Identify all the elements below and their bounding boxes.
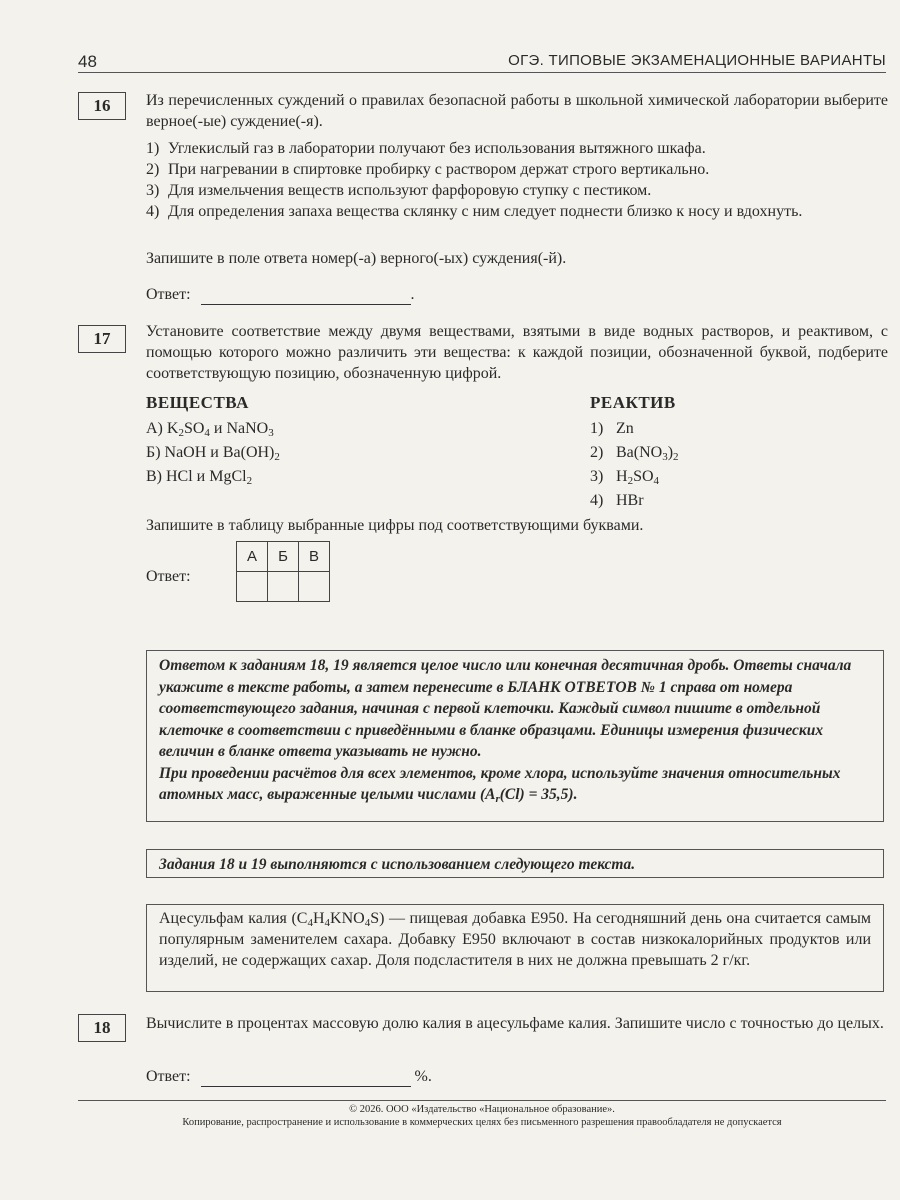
answer-header-a: А (237, 542, 268, 572)
answer-table-input-row (237, 572, 330, 602)
q16-answer-field[interactable] (201, 288, 411, 305)
formula-part: HCl (166, 468, 193, 485)
formula-part: NaOH (164, 444, 207, 461)
formula-sub: 2 (178, 427, 184, 439)
reagent-label: 1) (590, 420, 604, 437)
formula-part: NaNO (226, 420, 269, 437)
substance-label: В) (146, 468, 162, 485)
instructions-sub: r (495, 793, 500, 805)
q17-stem: Установите соответствие между двумя веществами, взятыми в виде водных растворов, и реактивом, с помощью которого можно различить эти вещества: к каждой позиции, обозначенной буквой, подберите соответствующую позицию, обозначенную цифрой. (146, 323, 888, 382)
formula-sub: 4 (653, 475, 660, 487)
substance-a (146, 418, 546, 439)
page-number: 48 (78, 52, 97, 71)
running-title: ОГЭ. ТИПОВЫЕ ЭКЗАМЕНАЦИОННЫЕ ВАРИАНТЫ (508, 52, 886, 69)
passage-text: Ацесульфам калия (C (159, 910, 308, 927)
option-text: Для определения запаха вещества склянку с ним следует поднести близко к носу и вдохнуть. (168, 203, 803, 220)
substance-label: Б) (146, 444, 161, 461)
option-number: 3) (146, 182, 160, 199)
reagent-formula: Zn (616, 420, 634, 437)
q16-option-2 (146, 159, 888, 180)
reagent-4 (590, 490, 840, 511)
formula-sub: 4 (324, 917, 331, 929)
answer-suffix: %. (414, 1068, 432, 1085)
formula-part: Ba(OH) (222, 444, 275, 461)
formula-part: KNO (330, 910, 365, 927)
question-number-18: 18 (78, 1014, 126, 1042)
reagent-label: 4) (590, 492, 604, 509)
q16-option-1 (146, 138, 888, 159)
formula-part: MgCl (209, 468, 247, 485)
formula-sub: 2 (246, 475, 253, 487)
substance-b (146, 442, 546, 463)
formula-part: SO (183, 420, 205, 437)
instructions-text: Ответом к заданиям 18, 19 является целое число или конечная десятичная дробь. Ответы сначала укажите в тексте работы, а затем перенесите в БЛАНК ОТВЕТОВ № 1 справа от номера соответствующего задания, начиная с первой клеточки. Каждый символ пишите в отдельной клеточке в соответствии с приведёнными в бланке образцами. Единицы измерения физических величин в бланке ответа указывать не нужно. (159, 657, 852, 760)
reagent-label: 2) (590, 444, 604, 461)
q16-option-4 (146, 201, 900, 222)
copyright-line: © 2026. ООО «Издательство «Национальное образование». (349, 1104, 615, 1115)
formula-and: и (209, 420, 227, 437)
q17-answer-table (236, 541, 330, 602)
question-number-17: 17 (78, 325, 126, 353)
formula-sub: 2 (673, 451, 679, 463)
option-number: 1) (146, 140, 160, 157)
formula-part: SO (633, 468, 654, 485)
substances-heading: ВЕЩЕСТВА (146, 393, 249, 412)
formula-part: S) (370, 910, 385, 927)
q16-instruction: Запишите в поле ответа номер(-а) верного(-ых) суждения(-й). (146, 250, 567, 267)
q16-stem: Из перечисленных суждений о правилах безопасной работы в школьной химической лаборатории выберите верное(-ые) суждение(-я). (146, 92, 888, 130)
reagent-formula: H (616, 468, 628, 485)
instructions-box (146, 650, 884, 822)
passage-text: — пищевая добавка Е950. На сегодняшний день она считается самым популярным заменителем сахара. Добавку Е950 включают в состав низкокалорийных продуктов или изделий, не содержащих сахар. Доля подсластителя в них не должна превышать 2 г/кг. (159, 910, 871, 969)
instructions-cl-mass: (Cl) = 35,5). (499, 786, 578, 803)
option-number: 4) (146, 203, 160, 220)
answer-suffix: . (410, 286, 415, 303)
formula-sub: 3 (662, 451, 668, 463)
formula-part: ) (667, 444, 674, 461)
reagents-heading: РЕАКТИВ (590, 393, 676, 412)
answer-header-b: Б (268, 542, 299, 572)
formula-sub: 3 (268, 427, 274, 439)
answer-cell-b[interactable] (268, 572, 299, 602)
reagent-formula: Ba(NO (616, 444, 663, 461)
formula-sub: 4 (204, 427, 210, 439)
reagent-2 (590, 442, 840, 463)
formula-sub: 2 (627, 475, 634, 487)
reagent-3 (590, 466, 840, 487)
copyright-footer (78, 1100, 886, 1129)
answer-label: Ответ: (146, 286, 191, 303)
answer-label: Ответ: (146, 1068, 191, 1085)
page-header (78, 50, 886, 73)
formula-part: H (312, 910, 325, 927)
q18-answer-row (146, 1066, 888, 1087)
q16-answer-row (146, 284, 888, 305)
formula-sub: 4 (364, 917, 371, 929)
answer-header-c: В (299, 542, 330, 572)
option-text: Углекислый газ в лаборатории получают без использования вытяжного шкафа. (168, 140, 706, 157)
question-number-16: 16 (78, 92, 126, 120)
text-use-note: Задания 18 и 19 выполняются с использованием следующего текста. (146, 849, 884, 878)
q17-instruction: Запишите в таблицу выбранные цифры под соответствующими буквами. (146, 517, 644, 534)
option-number: 2) (146, 161, 160, 178)
option-text: Для измельчения веществ используют фарфоровую ступку с пестиком. (168, 182, 652, 199)
instructions-atomic-masses: При проведении расчётов для всех элементов, кроме хлора, используйте значения относительных атомных масс, выраженные целыми числами (A (159, 764, 841, 803)
answer-cell-c[interactable] (299, 572, 330, 602)
formula-and: и (192, 468, 210, 485)
formula-sub: 4 (307, 917, 313, 929)
formula-sub: 2 (274, 451, 280, 463)
formula-part: K (166, 420, 179, 437)
formula-and: и (206, 444, 223, 461)
reagent-1 (590, 418, 840, 439)
passage-box (146, 904, 884, 992)
answer-table-header-row (237, 542, 330, 572)
q18-answer-field[interactable] (201, 1070, 411, 1087)
q18-stem: Вычислите в процентах массовую долю калия в ацесульфаме калия. Запишите число с точностью до целых. (146, 1015, 884, 1032)
reagent-label: 3) (590, 468, 604, 485)
substance-c (146, 466, 546, 487)
substance-label: А) (146, 420, 163, 437)
q16-option-3 (146, 180, 888, 201)
copyright-notice: Копирование, распространение и использование в коммерческих целях без письменного разрешения правообладателя не допускается (182, 1117, 782, 1128)
option-text: При нагревании в спиртовке пробирку с раствором держат строго вертикально. (168, 161, 710, 178)
reagent-formula: HBr (616, 492, 644, 509)
q17-answer-label: Ответ: (146, 568, 191, 585)
answer-cell-a[interactable] (237, 572, 268, 602)
